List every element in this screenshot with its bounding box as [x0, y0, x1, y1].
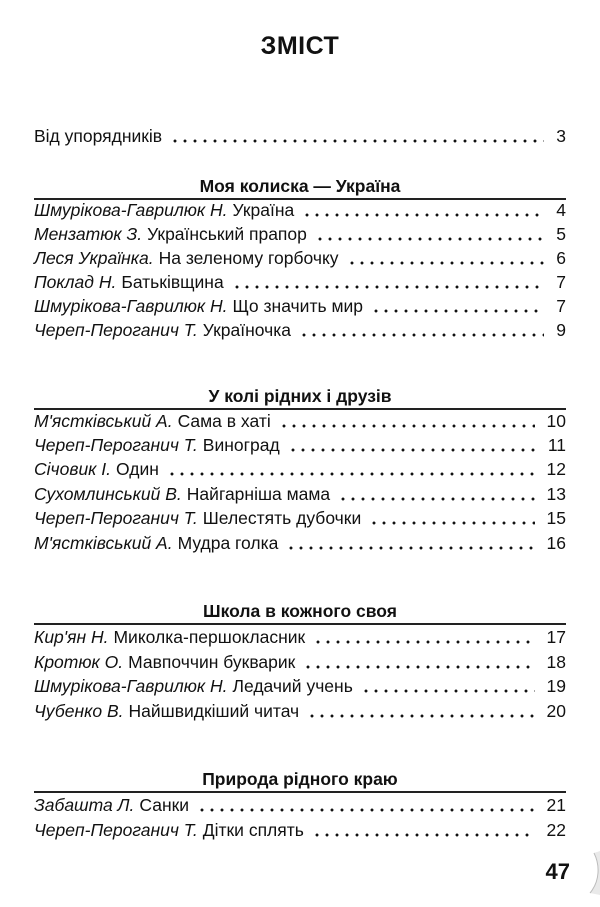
toc-entry-author: М'ястківський А.: [34, 533, 173, 553]
dot-leader: [288, 448, 536, 452]
dot-leader: [307, 714, 534, 718]
section-rule: [34, 408, 566, 410]
toc-entry-title: Найшвидкіший читач: [128, 701, 300, 721]
dot-leader: [167, 472, 535, 476]
page-title: ЗМІСТ: [260, 32, 340, 60]
toc-entry-page: 13: [546, 484, 566, 504]
toc-entry-title: Що значить мир: [232, 296, 363, 316]
dot-leader: [302, 213, 544, 217]
toc-entry-author: Череп-Пероганич Т.: [34, 820, 198, 840]
toc-entry-author: Забашта Л.: [34, 795, 135, 815]
toc-entry-title: Санки: [139, 795, 190, 815]
toc-entry-author: Мензатюк З.: [34, 224, 143, 244]
toc-entry-author: Леся Українка.: [34, 248, 154, 268]
toc-entry[interactable]: [34, 676, 566, 698]
toc-entry[interactable]: [34, 533, 566, 555]
page-number: 47: [545, 859, 570, 884]
toc-entry-title: Мудра голка: [177, 533, 279, 553]
toc-entry-page: 18: [546, 652, 566, 672]
dot-leader: [338, 497, 534, 501]
toc-entry[interactable]: [34, 652, 566, 674]
dot-leader: [312, 833, 535, 837]
toc-entry-author: Сухомлинський В.: [34, 484, 182, 504]
toc-entry-title: Батьківщина: [121, 272, 224, 292]
toc-entry[interactable]: [34, 484, 566, 506]
section-heading: Моя колиска — Україна: [199, 176, 401, 196]
dot-leader: [315, 237, 544, 241]
toc-entry-title: На зеленому горбочку: [158, 248, 339, 268]
toc-entry-page: 6: [556, 248, 566, 268]
toc-entry-author: Кротюк О.: [34, 652, 124, 672]
toc-entry[interactable]: [34, 320, 566, 342]
dot-leader: [299, 333, 544, 337]
section-heading: Школа в кожного своя: [203, 601, 397, 621]
toc-entry-title: Україночка: [202, 320, 291, 340]
toc-entry[interactable]: [34, 411, 566, 433]
dot-leader: [303, 665, 534, 669]
toc-entry-author: Череп-Пероганич Т.: [34, 435, 198, 455]
dot-leader: [361, 689, 535, 693]
toc-entry[interactable]: [34, 248, 566, 270]
toc-entry-page: 7: [556, 296, 566, 316]
dot-leader: [232, 285, 545, 289]
toc-entry-page: 17: [546, 627, 566, 647]
toc-entry-title: Сама в хаті: [177, 411, 271, 431]
dot-leader: [369, 521, 534, 525]
toc-entry-author: Шмурікова-Гаврилюк Н.: [34, 296, 228, 316]
section-rule: [34, 791, 566, 793]
toc-entry[interactable]: [34, 820, 566, 842]
toc-entry-title: Найгарніша мама: [186, 484, 331, 504]
section-rule: [34, 623, 566, 625]
toc-entry-title: Один: [116, 459, 159, 479]
toc-entry-author: Поклад Н.: [34, 272, 117, 292]
toc-entry[interactable]: [34, 272, 566, 294]
toc-entry-page: 22: [546, 820, 566, 840]
toc-entry-page: 4: [556, 200, 566, 220]
toc-entry-title: Україна: [232, 200, 295, 220]
toc-entry-title: Український прапор: [147, 224, 307, 244]
toc-entry[interactable]: [34, 701, 566, 723]
toc-entry-author: Січовик І.: [34, 459, 112, 479]
toc-entry-page: 16: [546, 533, 566, 553]
toc-entry-page: 15: [546, 508, 566, 528]
dot-leader: [197, 808, 534, 812]
toc-entry[interactable]: [34, 795, 566, 817]
toc-entry-intro[interactable]: [34, 126, 566, 148]
toc-entry[interactable]: [34, 627, 566, 649]
toc-entry-author: Шмурікова-Гаврилюк Н.: [34, 200, 228, 220]
toc-entry-page: 11: [547, 435, 566, 455]
toc-entry-author: Шмурікова-Гаврилюк Н.: [34, 676, 228, 696]
section-heading: У колі рідних і друзів: [208, 386, 392, 406]
dot-leader: [279, 424, 535, 428]
dot-leader: [347, 261, 545, 265]
toc-entry[interactable]: [34, 435, 566, 457]
toc-entry[interactable]: [34, 296, 566, 318]
toc-entry-page: 9: [556, 320, 566, 340]
toc-entry-page: 7: [556, 272, 566, 292]
toc-entry-title: Миколка-першокласник: [113, 627, 306, 647]
toc-entry-title: Шелестять дубочки: [202, 508, 362, 528]
dot-leader: [313, 640, 534, 644]
toc-entry[interactable]: [34, 459, 566, 481]
toc-entry[interactable]: [34, 224, 566, 246]
toc-entry-author: М'ястківський А.: [34, 411, 173, 431]
toc-entry-author: Череп-Пероганич Т.: [34, 508, 198, 528]
toc-entry-page: 19: [546, 676, 566, 696]
toc-entry-author: Кир'ян Н.: [34, 627, 109, 647]
toc-entry-author: Чубенко В.: [34, 701, 124, 721]
page-curl-icon: [576, 851, 600, 895]
toc-entry-page: 12: [546, 459, 566, 479]
dot-leader: [170, 139, 544, 143]
toc-entry-page: 20: [546, 701, 566, 721]
toc-entry-page: 5: [556, 224, 566, 244]
toc-entry[interactable]: [34, 508, 566, 530]
toc-entry-title: Мавпоччин букварик: [128, 652, 296, 672]
toc-entry-title: Ледачий учень: [232, 676, 353, 696]
section-heading: Природа рідного краю: [202, 769, 398, 789]
dot-leader: [286, 546, 534, 550]
toc-entry-title: Виноград: [202, 435, 280, 455]
toc-entry-page: 10: [546, 411, 566, 431]
toc-entry-author: Череп-Пероганич Т.: [34, 320, 198, 340]
toc-entry[interactable]: [34, 200, 566, 222]
toc-entry-title: Від упорядників: [34, 126, 163, 146]
toc-entry-page: 3: [556, 126, 566, 146]
toc-entry-page: 21: [546, 795, 566, 815]
toc-entry-title: Дітки сплять: [202, 820, 304, 840]
dot-leader: [371, 309, 544, 313]
